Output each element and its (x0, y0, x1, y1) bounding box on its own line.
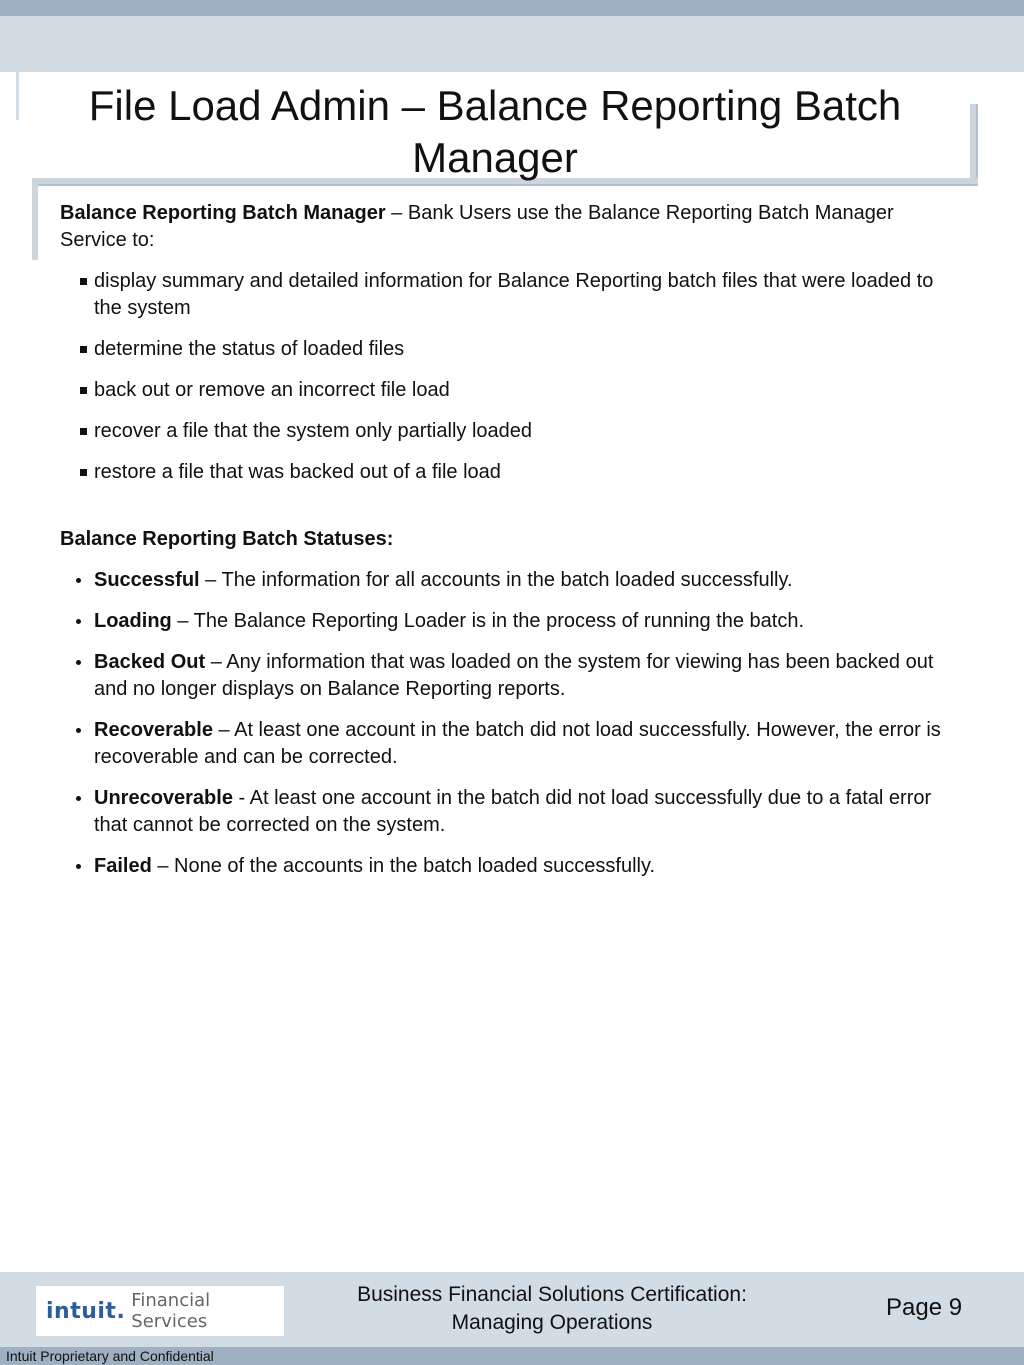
status-item (74, 608, 960, 635)
status-name: Unrecoverable (94, 787, 233, 809)
content-frame-left (32, 178, 38, 260)
uses-item: recover a file that the system only partially loaded (78, 418, 960, 445)
square-bullet-icon (80, 387, 87, 394)
dot-bullet-icon (76, 864, 81, 869)
statuses-list (60, 567, 960, 880)
uses-item: back out or remove an incorrect file load (78, 377, 960, 404)
dot-bullet-icon (76, 660, 81, 665)
uses-item: display summary and detailed information for Balance Reporting batch files that were loaded to the system (78, 268, 960, 322)
header-band (0, 16, 1024, 72)
status-desc: – None of the accounts in the batch loaded successfully. (151, 855, 656, 877)
intro-text: – Bank Users use the Balance Reporting Batch Manager Service to: (60, 202, 894, 251)
intro-paragraph (60, 200, 960, 254)
square-bullet-icon (80, 278, 87, 285)
dot-bullet-icon (76, 796, 81, 801)
status-item (74, 853, 960, 880)
uses-item: determine the status of loaded files (78, 336, 960, 363)
logo-suffix: Financial Services (131, 1290, 211, 1332)
footer-line-2: Managing Operations (451, 1311, 653, 1334)
status-name: Successful (94, 569, 200, 591)
status-item (74, 717, 960, 771)
title-frame-bottom-shadow (32, 184, 978, 186)
footer-line-1: Business Financial Solutions Certification: (357, 1283, 747, 1306)
status-name: Backed Out (94, 651, 206, 673)
uses-item: restore a file that was backed out of a file load (78, 459, 960, 486)
status-name: Failed (94, 855, 152, 877)
status-name: Recoverable (94, 719, 213, 741)
logo-brand: intuit. (46, 1298, 126, 1324)
status-desc: – At least one account in the batch did not load successfully. However, the error is recoverable and can be corrected. (94, 719, 941, 768)
title-frame-right-shadow (976, 104, 978, 184)
footer-course-title (322, 1281, 782, 1337)
confidential-notice: Intuit Proprietary and Confidential (6, 1348, 214, 1364)
status-item (74, 785, 960, 839)
header-strip (0, 0, 1024, 16)
dot-bullet-icon (76, 619, 81, 624)
square-bullet-icon (80, 469, 87, 476)
status-name: Loading (94, 610, 172, 632)
status-item (74, 649, 960, 703)
square-bullet-icon (80, 428, 87, 435)
status-item (74, 567, 960, 594)
uses-list (60, 268, 960, 486)
title-frame-left (16, 72, 19, 120)
intro-bold: Balance Reporting Batch Manager (60, 202, 386, 224)
statuses-heading: Balance Reporting Batch Statuses: (60, 528, 394, 550)
page-number: Page 9 (886, 1294, 963, 1321)
content-body (60, 200, 960, 894)
page-title: File Load Admin – Balance Reporting Batch Manager (88, 82, 902, 181)
status-desc: – The information for all accounts in the batch loaded successfully. (199, 569, 793, 591)
status-desc: – The Balance Reporting Loader is in the process of running the batch. (171, 610, 805, 632)
intuit-logo (36, 1286, 284, 1336)
dot-bullet-icon (76, 578, 81, 583)
status-desc: – Any information that was loaded on the system for viewing has been backed out and no longer displays on Balance Reporting reports. (94, 651, 934, 700)
dot-bullet-icon (76, 728, 81, 733)
status-desc: - At least one account in the batch did not load successfully due to a fatal error that cannot be corrected on the system. (94, 787, 932, 836)
square-bullet-icon (80, 346, 87, 353)
